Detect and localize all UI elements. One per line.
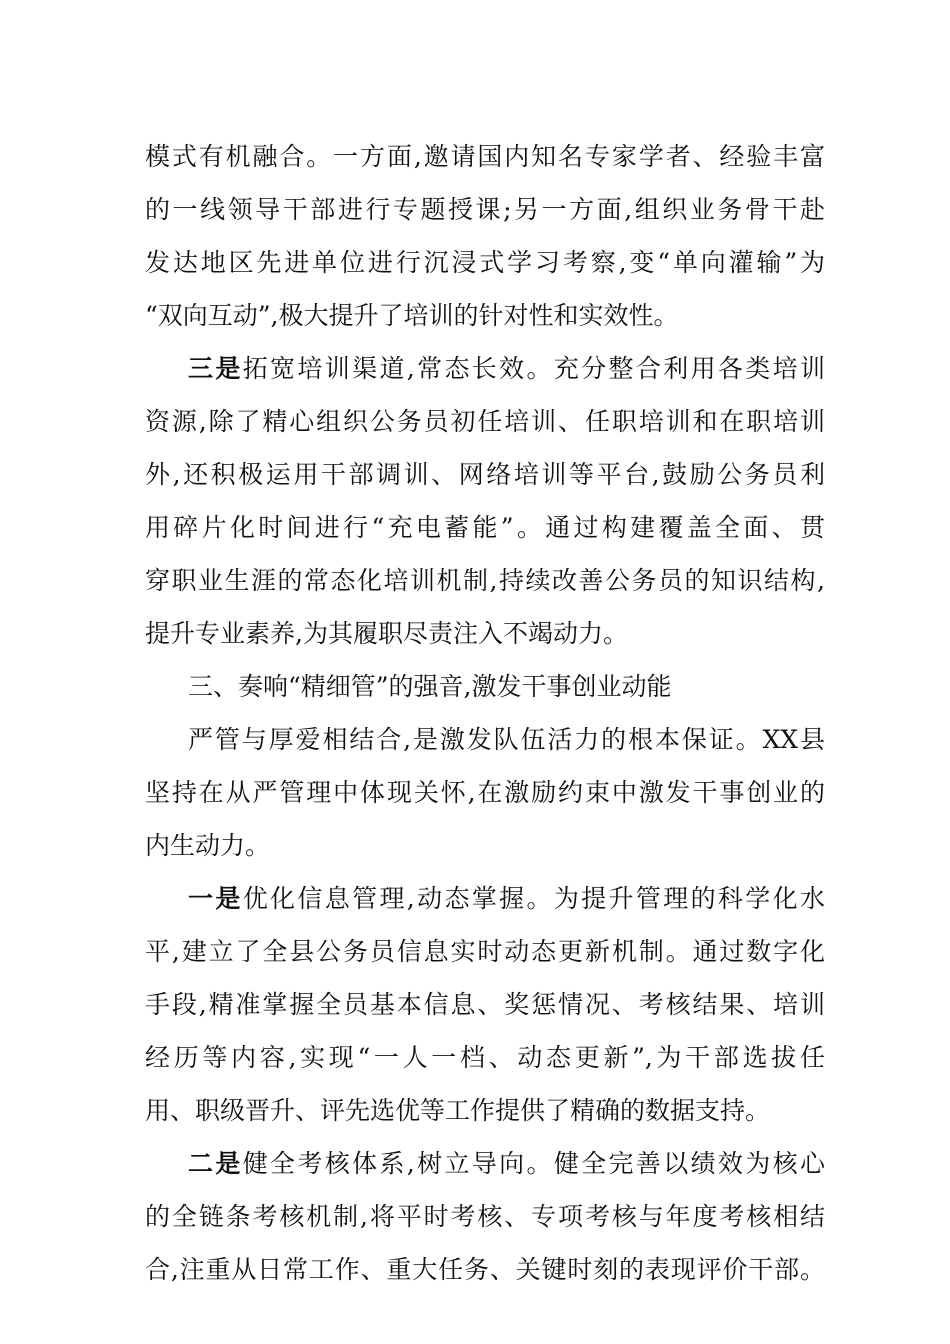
paragraph-text: 健全考核体系,树立导向。健全完善以绩效为核心: [242, 1149, 825, 1178]
paragraph-line: 穿职业生涯的常态化培训机制,持续改善公务员的知识结构,: [145, 566, 825, 595]
paragraph-line: 发达地区先进单位进行沉浸式学习考察,变“单向灌输”为: [145, 248, 825, 277]
paragraph-text: 拓宽培训渠道,常态长效。充分整合利用各类培训: [242, 354, 825, 383]
paragraph-text: 优化信息管理,动态掌握。为提升管理的科学化水: [242, 884, 825, 913]
paragraph-line: [188, 882, 825, 916]
paragraph-line: 资源,除了精心组织公务员初任培训、任职培训和在职培训: [145, 407, 825, 436]
paragraph-line: 的一线领导干部进行专题授课;另一方面,组织业务骨干赴: [145, 195, 825, 224]
section-heading: 三、奏响“精细管”的强音,激发干事创业动能: [188, 672, 672, 701]
paragraph-line: 模式有机融合。一方面,邀请国内知名专家学者、经验丰富: [145, 142, 825, 171]
paragraph-line: 内生动力。: [145, 831, 271, 860]
paragraph-line: 平,建立了全县公务员信息实时动态更新机制。通过数字化: [145, 937, 825, 966]
paragraph-line: [188, 1147, 825, 1181]
paragraph-line: 提升专业素养,为其履职尽责注入不竭动力。: [145, 619, 628, 648]
paragraph-line: “双向互动”,极大提升了培训的针对性和实效性。: [145, 301, 679, 330]
paragraph-line: 外,还积极运用干部调训、网络培训等平台,鼓励公务员利: [145, 460, 825, 489]
paragraph-line: [188, 352, 825, 386]
lead-phrase: 一是: [188, 884, 243, 913]
paragraph-line: 手段,精准掌握全员基本信息、奖惩情况、考核结果、培训: [145, 990, 825, 1019]
paragraph-line: 合,注重从日常工作、重大任务、关键时刻的表现评价干部。: [145, 1255, 825, 1284]
lead-phrase: 二是: [188, 1149, 243, 1178]
lead-phrase: 三是: [188, 354, 243, 383]
paragraph-line: 坚持在从严管理中体现关怀,在激励约束中激发干事创业的: [145, 778, 825, 807]
paragraph-line: 用碎片化时间进行“充电蓄能”。通过构建覆盖全面、贯: [145, 513, 825, 542]
paragraph-line: 经历等内容,实现“一人一档、动态更新”,为干部选拔任: [145, 1043, 825, 1072]
paragraph-line: 用、职级晋升、评先选优等工作提供了精确的数据支持。: [145, 1096, 771, 1125]
paragraph-line: 的全链条考核机制,将平时考核、专项考核与年度考核相结: [145, 1202, 825, 1231]
paragraph-line: 严管与厚爱相结合,是激发队伍活力的根本保证。XX县: [188, 725, 825, 754]
